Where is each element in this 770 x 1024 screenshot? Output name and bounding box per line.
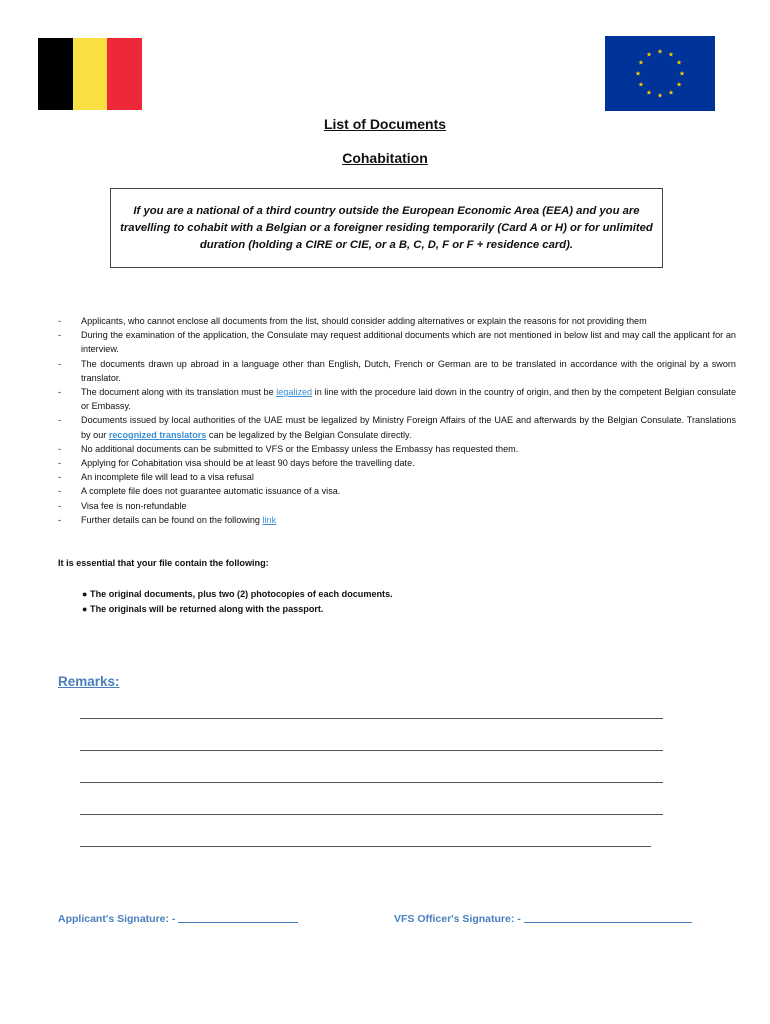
list-item: - The document along with its translation must be legalized in line with the procedure laid down in the country of origin, and then by the competent Belgian consulate or Embassy.	[58, 387, 736, 412]
instructions-list	[58, 314, 736, 527]
officer-signature-field[interactable]	[524, 912, 692, 923]
belgium-flag	[38, 38, 142, 110]
page-title: List of Documents	[323, 116, 447, 132]
notice-box	[110, 188, 663, 268]
flag-stripe-black	[38, 38, 73, 110]
list-item: - An incomplete file will lead to a visa refusal	[58, 472, 254, 483]
remarks-line[interactable]	[80, 814, 663, 815]
list-item: - The documents drawn up abroad in a language other than English, Dutch, French or German are to be translated in accordance with the original by a sworn translator.	[58, 358, 736, 383]
essential-heading: It is essential that your file contain the following:	[58, 558, 269, 568]
recognized-translators-link[interactable]: recognized translators	[108, 429, 207, 440]
legalized-link[interactable]: legalized	[276, 387, 313, 398]
bullet-icon: ●	[82, 603, 88, 614]
list-item: - Applicants, who cannot enclose all documents from the list, should consider adding alternatives or explain the reasons for not providing them	[58, 316, 647, 326]
list-item: - Visa fee is non-refundable	[58, 500, 187, 511]
flag-stripe-yellow	[73, 38, 108, 110]
page-subtitle: Cohabitation	[342, 150, 428, 166]
officer-signature: VFS Officer's Signature: -	[394, 912, 692, 925]
remarks-line[interactable]	[80, 846, 651, 847]
list-item: - During the examination of the application, the Consulate may request additional documents which are not mentioned in below list and may call the applicant for an interview.	[58, 330, 736, 355]
flag-stripe-red	[107, 38, 142, 110]
remarks-line[interactable]	[80, 718, 663, 719]
list-item: ● The originals will be returned along with the passport.	[82, 603, 324, 614]
remarks-line[interactable]	[80, 750, 663, 751]
applicant-signature: Applicant's Signature: -	[58, 912, 298, 925]
list-item: - A complete file does not guarantee automatic issuance of a visa.	[58, 486, 341, 497]
further-details-link[interactable]: link	[262, 514, 277, 525]
list-item: - Applying for Cohabitation visa should be at least 90 days before the travelling date.	[58, 458, 415, 469]
list-item: - Further details can be found on the following link	[58, 514, 277, 525]
list-item: ● The original documents, plus two (2) photocopies of each documents.	[82, 589, 393, 599]
notice-text: If you are a national of a third country outside the European Economic Area (EEA) and you are travelling to cohabit with a Belgian or a foreigner residing temporarily (Card A or H) or for unlimited duration (holding a CIRE or CIE, or a B, C, D, F or F + residence card).	[120, 204, 653, 251]
remarks-line[interactable]	[80, 782, 663, 783]
list-item: - No additional documents can be submitted to VFS or the Embassy unless the Embassy has requested them.	[58, 443, 519, 454]
eu-flag	[605, 36, 715, 111]
bullet-icon: ●	[82, 589, 88, 599]
remarks-label: Remarks:	[58, 674, 120, 689]
applicant-signature-field[interactable]	[178, 912, 298, 923]
requirements-list	[82, 587, 393, 616]
list-item: - Documents issued by local authorities of the UAE must be legalized by Ministry Foreign Affairs of the UAE and afterwards by the Belgian Consulate. Translations by our recognized translators can be legalized by the Belgian Consulate directly.	[58, 415, 736, 440]
